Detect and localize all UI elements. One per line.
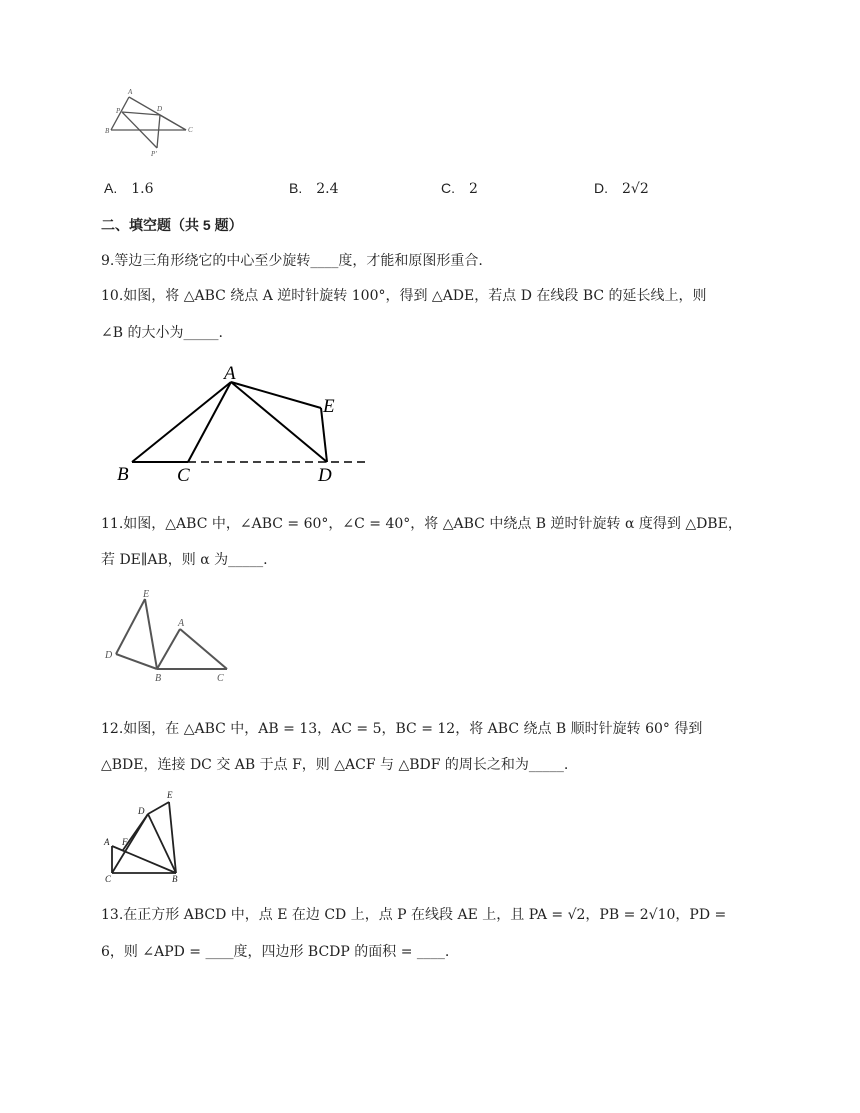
question-11-line2: 若 DE∥AB，则 α 为_____. [101, 552, 268, 568]
option-a [104, 180, 154, 197]
question-12-line2: △BDE，连接 DC 交 AB 于点 F，则 △ACF 与 △BDF 的周长之和为_____. [101, 757, 569, 773]
fig12-label-f: F [122, 837, 128, 847]
section-title: 二、填空题（共 5 题） [101, 217, 243, 233]
option-d [594, 180, 649, 197]
option-b-label: B. [289, 180, 303, 196]
option-b [289, 180, 339, 197]
option-c [441, 180, 478, 197]
option-c-value: 2 [469, 181, 478, 197]
fig10-label-e: E [323, 396, 335, 417]
fig12-label-d: D [138, 806, 145, 816]
fig11-label-b: B [155, 673, 162, 684]
fig10-label-b: B [117, 464, 129, 485]
question-12-line1: 12.如图，在 △ABC 中，AB = 13，AC = 5，BC = 12，将 ABC 绕点 B 顺时针旋转 60° 得到 [101, 721, 703, 737]
fig11-label-a: A [178, 618, 185, 629]
fig8-label-pprime: P' [151, 150, 157, 158]
question-13-line1: 13.在正方形 ABCD 中，点 E 在边 CD 上，点 P 在线段 AE 上，且 PA = √2，PB = 2√10，PD = [101, 907, 727, 923]
fig11-label-e: E [143, 589, 150, 600]
fig10-label-c: C [177, 465, 190, 486]
figure-q10 [110, 360, 380, 490]
figure-q10-svg [110, 360, 380, 490]
question-13-line2: 6，则 ∠APD = ____度，四边形 BCDP 的面积 = ____. [101, 944, 450, 960]
option-d-label: D. [594, 180, 608, 196]
figure-q8-svg [100, 84, 200, 164]
fig10-label-d: D [318, 465, 332, 486]
option-a-value: 1.6 [131, 181, 154, 197]
fig8-label-d: D [157, 105, 163, 113]
fig8-label-a: A [128, 88, 133, 96]
option-a-label: A. [104, 180, 118, 196]
fig11-label-c: C [217, 673, 224, 684]
fig11-label-d: D [105, 650, 113, 661]
fig12-label-a: A [104, 837, 110, 847]
option-d-value: 2√2 [622, 181, 649, 197]
fig12-label-e: E [167, 790, 173, 800]
fig10-label-a: A [224, 363, 236, 384]
question-10-line1: 10.如图，将 △ABC 绕点 A 逆时针旋转 100°，得到 △ADE，若点 D 在线段 BC 的延长线上，则 [101, 288, 707, 304]
figure-q8 [100, 84, 200, 164]
question-10-line2: ∠B 的大小为_____. [101, 325, 223, 341]
fig8-label-c: C [188, 126, 193, 134]
option-c-label: C. [441, 180, 455, 196]
question-11-line1: 11.如图，△ABC 中，∠ABC = 60°，∠C = 40°，将 △ABC 中绕点 B 逆时针旋转 α 度得到 △DBE， [101, 516, 742, 532]
figure-q12-svg [100, 786, 190, 886]
fig12-label-b: B [172, 874, 178, 884]
figure-q11-svg [100, 586, 240, 686]
fig8-label-p: P [116, 107, 121, 115]
option-b-value: 2.4 [316, 181, 339, 197]
figure-q11 [100, 586, 240, 686]
question-9: 9.等边三角形绕它的中心至少旋转____度，才能和原图形重合. [101, 253, 483, 269]
fig12-label-c: C [105, 874, 112, 884]
fig8-label-b: B [105, 127, 110, 135]
figure-q12 [100, 786, 190, 886]
